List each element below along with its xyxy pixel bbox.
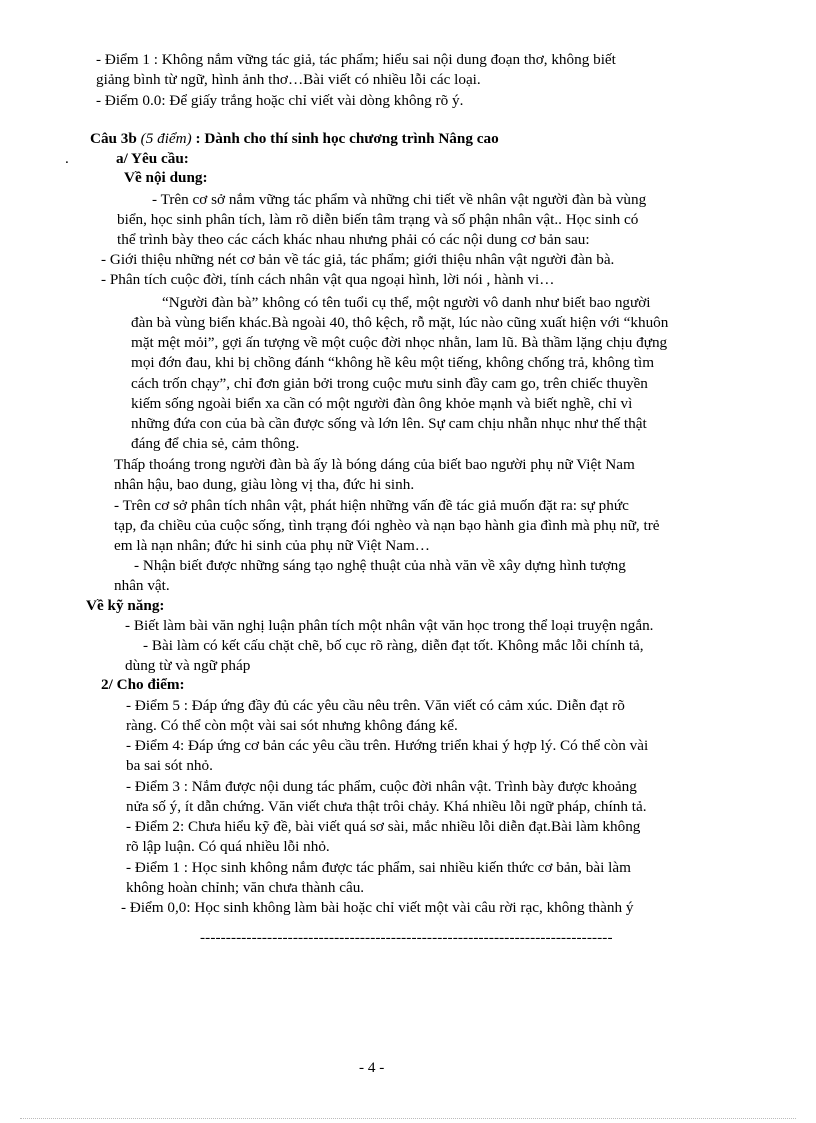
content-line: tạp, đa chiều của cuộc sống, tình trạng đói nghèo và nạn bạo hành gia đình mà phụ nữ, trẻ	[114, 517, 660, 534]
content-heading: Về nội dung:	[124, 169, 208, 186]
grading-line: không hoàn chỉnh; văn chưa thành câu.	[126, 879, 365, 896]
grading-line: nửa số ý, ít dẫn chứng. Văn viết chưa thật trôi chảy. Khá nhiều lỗi ngữ pháp, chính tả.	[126, 798, 647, 815]
skills-line: - Biết làm bài văn nghị luận phân tích một nhân vật văn học trong thể loại truyện ngắn.	[125, 617, 654, 634]
content-line: - Phân tích cuộc đời, tính cách nhân vật qua ngoại hình, lời nói , hành vi…	[101, 271, 555, 288]
page-bottom-edge	[20, 1118, 796, 1119]
content-line: - Trên cơ sở phân tích nhân vật, phát hiện những vấn đề tác giả muốn đặt ra: sự phức	[114, 497, 629, 514]
grading-line: - Điểm 0,0: Học sinh không làm bài hoặc chỉ viết một vài câu rời rạc, không thành ý	[121, 899, 634, 916]
grading-line: - Điểm 5 : Đáp ứng đầy đủ các yêu cầu nêu trên. Văn viết có cảm xúc. Diễn đạt rõ	[126, 697, 625, 714]
score-1-line-1: - Điểm 1 : Không nắm vững tác giả, tác phẩm; hiểu sai nội dung đoạn thơ, không biết	[96, 51, 616, 68]
skills-line: - Bài làm có kết cấu chặt chẽ, bố cục rõ ràng, diễn đạt tốt. Không mắc lỗi chính tả,	[143, 637, 644, 654]
grading-line: - Điểm 1 : Học sinh không nắm được tác phẩm, sai nhiều kiến thức cơ bản, bài làm	[126, 859, 631, 876]
stray-dot: .	[65, 150, 69, 167]
grading-heading: 2/ Cho điểm:	[101, 676, 185, 693]
content-line: đáng để chia sẻ, cảm thông.	[131, 435, 300, 452]
grading-line: - Điểm 4: Đáp ứng cơ bản các yêu cầu trên. Hướng triển khai ý hợp lý. Có thể còn vài	[126, 737, 649, 754]
content-line: biển, học sinh phân tích, làm rõ diễn biến tâm trạng và số phận nhân vật.. Học sinh có	[117, 211, 639, 228]
content-line: “Người đàn bà” không có tên tuổi cụ thể, một người vô danh như biết bao người	[162, 294, 651, 311]
content-line: thể trình bày theo các cách khác nhau nhưng phải có các nội dung cơ bản sau:	[117, 231, 590, 248]
grading-line: - Điểm 2: Chưa hiểu kỹ đề, bài viết quá sơ sài, mắc nhiều lỗi diễn đạt.Bài làm không	[126, 818, 641, 835]
points-label: (5 điểm)	[140, 130, 192, 147]
grading-line: ba sai sót nhỏ.	[126, 757, 213, 774]
content-line: kiếm sống ngoài biển xa cần có một người đàn ông khỏe mạnh và biết nghề, chỉ vì	[131, 395, 633, 412]
separator-line: --------------------------------------------------------------------------------	[200, 929, 613, 946]
content-line: - Nhận biết được những sáng tạo nghệ thuật của nhà văn về xây dựng hình tượng	[134, 557, 626, 574]
content-line: em là nạn nhân; đức hi sinh của phụ nữ Việt Nam…	[114, 537, 430, 554]
content-line: nhân hậu, bao dung, giàu lòng vị tha, đức hi sinh.	[114, 476, 415, 493]
content-line: nhân vật.	[114, 577, 170, 594]
content-line: cách trốn chạy”, chỉ đơn giản bởi trong cuộc mưu sinh đầy cam go, trên chiếc thuyền	[131, 375, 648, 392]
content-line: mọi đớn đau, khi bị chồng đánh “không hề kêu một tiếng, không chống trả, không tìm	[131, 354, 655, 371]
content-line: mặt mệt mỏi”, gợi ấn tượng về một cuộc đời nhọc nhằn, lam lũ. Bà thầm lặng chịu đựng	[131, 334, 668, 351]
score-1-line-2: giảng bình từ ngữ, hình ảnh thơ…Bài viết có nhiều lỗi các loại.	[96, 71, 481, 88]
requirements-heading: a/ Yêu cầu:	[116, 150, 189, 167]
grading-line: rõ lập luận. Có quá nhiều lỗi nhỏ.	[126, 838, 330, 855]
content-line: - Giới thiệu những nét cơ bản về tác giả, tác phẩm; giới thiệu nhân vật người đàn bà.	[101, 251, 615, 268]
content-line: những đứa con của bà cần được sống và lớn lên. Sự cam chịu nhẫn nhục như thế thật	[131, 415, 647, 432]
grading-line: ràng. Có thể còn một vài sai sót nhưng không đáng kể.	[126, 717, 458, 734]
content-line: đàn bà vùng biển khác.Bà ngoài 40, thô kệch, rỗ mặt, lúc nào cũng xuất hiện với “khuôn	[131, 314, 669, 331]
skills-heading: Về kỹ năng:	[86, 597, 165, 614]
question-3b-heading: Câu 3b (5 điểm) : Dành cho thí sinh học chương trình Nâng cao	[90, 130, 499, 147]
grading-line: - Điểm 3 : Nắm được nội dung tác phẩm, cuộc đời nhân vật. Trình bày được khoảng	[126, 778, 637, 795]
content-line: - Trên cơ sở nắm vững tác phẩm và những chi tiết về nhân vật người đàn bà vùng	[152, 191, 647, 208]
content-line: Thấp thoáng trong người đàn bà ấy là bóng dáng của biết bao người phụ nữ Việt Nam	[114, 456, 635, 473]
score-0-line: - Điểm 0.0: Để giấy trắng hoặc chỉ viết vài dòng không rõ ý.	[96, 92, 464, 109]
skills-line: dùng từ và ngữ pháp	[125, 657, 251, 674]
page-number: - 4 -	[359, 1059, 385, 1076]
